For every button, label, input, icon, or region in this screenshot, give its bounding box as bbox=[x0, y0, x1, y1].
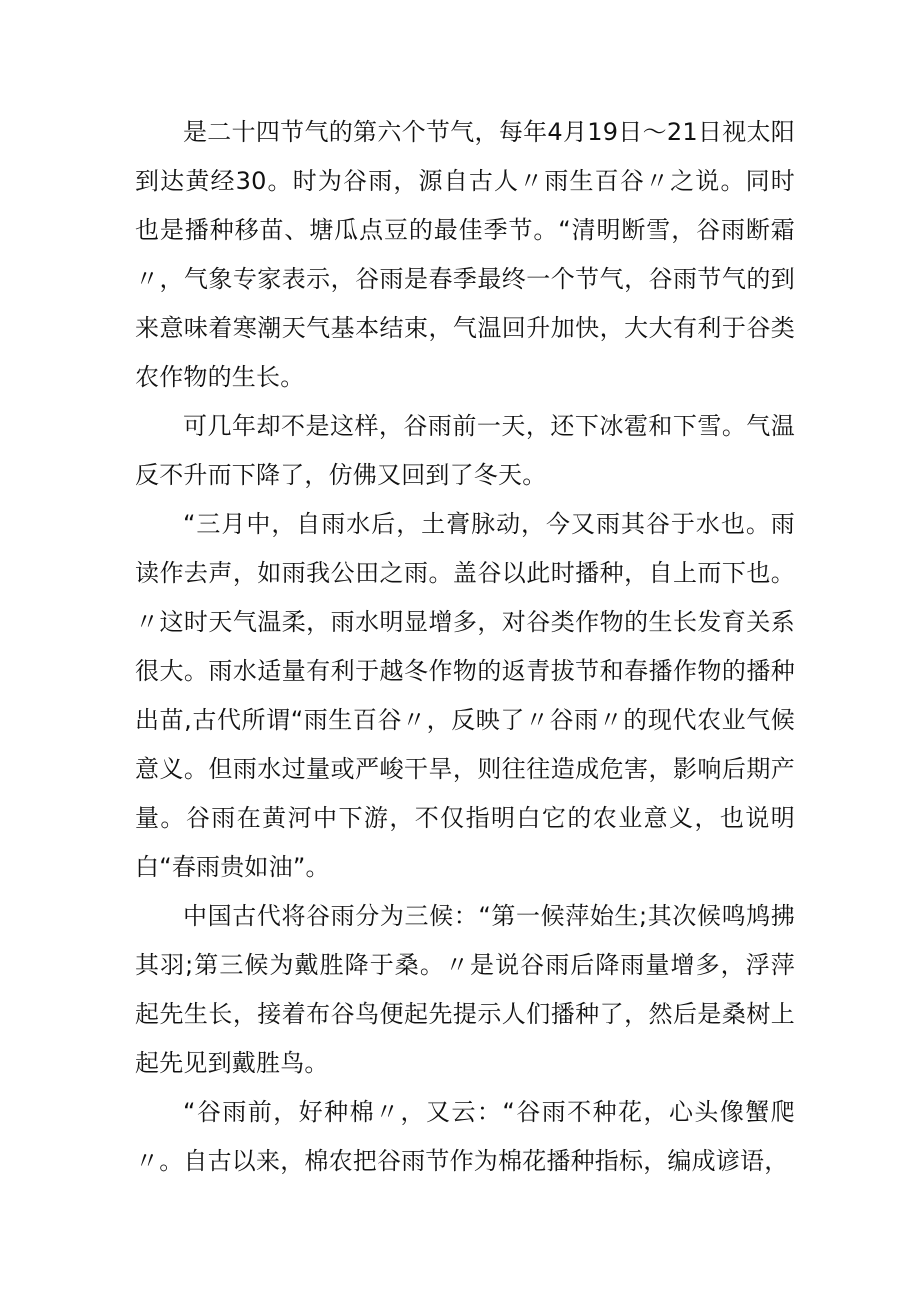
document-body bbox=[135, 108, 795, 1186]
paragraph-2: 可几年却不是这样，谷雨前一天，还下冰雹和下雪。气温反不升而下降了，仿佛又回到了冬天。 bbox=[135, 412, 795, 489]
paragraph-3: “三月中，自雨水后，土膏脉动，今又雨其谷于水也。雨读作去声，如雨我公田之雨。盖谷以此时播种，自上而下也。〃这时天气温柔，雨水明显增多，对谷类作物的生长发育关系很大。雨水适量有利于越冬作物的返青拔节和春播作物的播种出苗,古代所谓“雨生百谷〃，反映了〃谷雨〃的现代农业气候意义。但雨水过量或严峻干旱，则往往造成危害，影响后期产量。谷雨在黄河中下游，不仅指明白它的农业意义，也说明白“春雨贵如油”。 bbox=[135, 510, 795, 881]
paragraph-4: 中国古代将谷雨分为三候：“第一候萍始生;其次候鸣鸠拂其羽;第三候为戴胜降于桑。〃是说谷雨后降雨量增多，浮萍起先生长，接着布谷鸟便起先提示人们播种了，然后是桑树上起先见到戴胜鸟。 bbox=[135, 902, 795, 1077]
paragraph-5: “谷雨前，好种棉〃，又云：“谷雨不种花，心头像蟹爬〃。自古以来，棉农把谷雨节作为棉花播种指标，编成谚语， bbox=[135, 1098, 795, 1175]
paragraph-1: 是二十四节气的第六个节气，每年4月19日〜21日视太阳到达黄经30。时为谷雨，源自古人〃雨生百谷〃之说。同时也是播种移苗、塘瓜点豆的最佳季节。“清明断雪，谷雨断霜〃，气象专家表示，谷雨是春季最终一个节气，谷雨节气的到来意味着寒潮天气基本结束，气温回升加快，大大有利于谷类农作物的生长。 bbox=[135, 118, 795, 391]
